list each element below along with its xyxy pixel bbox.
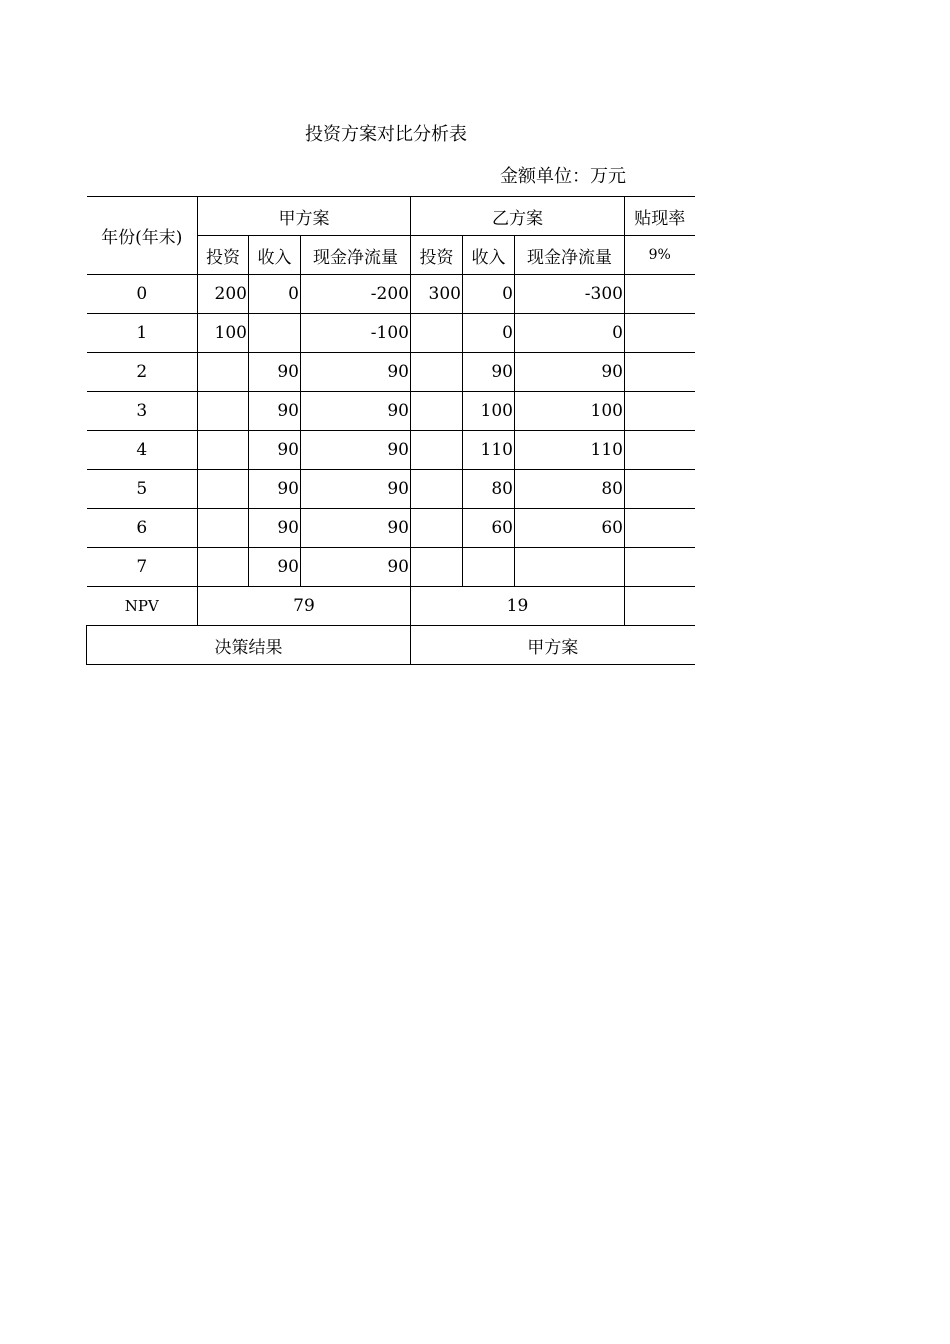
plan-b-income-cell: 0: [463, 314, 515, 353]
npv-plan-b: 19: [411, 587, 625, 626]
year-cell: 1: [87, 314, 198, 353]
table-row: [87, 431, 695, 470]
plan-b-header: 乙方案: [411, 197, 625, 236]
plan-b-net-cash-flow-cell: 60: [515, 509, 625, 548]
table-row: [87, 509, 695, 548]
plan-b-income-cell: 110: [463, 431, 515, 470]
plan-a-investment-cell: [198, 470, 249, 509]
discount-rate-cell: [625, 509, 695, 548]
plan-b-net-cash-flow-cell: 90: [515, 353, 625, 392]
discount-rate-cell: [625, 275, 695, 314]
discount-rate-value: 9%: [625, 236, 695, 275]
plan-b-net-cash-flow-cell: 80: [515, 470, 625, 509]
plan-b-investment-cell: [411, 353, 463, 392]
plan-a-net-cash-flow-cell: 90: [301, 509, 411, 548]
plan-b-investment-cell: [411, 431, 463, 470]
table-row: [87, 392, 695, 431]
discount-rate-cell: [625, 392, 695, 431]
year-cell: 4: [87, 431, 198, 470]
plan-a-income-cell: 0: [249, 275, 301, 314]
plan-a-income-cell: 90: [249, 353, 301, 392]
year-cell: 2: [87, 353, 198, 392]
plan-b-net-cash-flow-cell: [515, 548, 625, 587]
npv-plan-a: 79: [198, 587, 411, 626]
discount-rate-cell: [625, 548, 695, 587]
unit-label: 金额单位：万元: [500, 166, 626, 187]
plan-b-investment-cell: 300: [411, 275, 463, 314]
plan-a-net-cash-flow-cell: -200: [301, 275, 411, 314]
discount-rate-cell: [625, 470, 695, 509]
decision-row: [87, 626, 695, 665]
decision-value: 甲方案: [411, 626, 695, 665]
plan-a-investment-cell: [198, 431, 249, 470]
npv-label: NPV: [87, 587, 198, 626]
plan-a-investment-cell: 100: [198, 314, 249, 353]
header-row-1: [87, 197, 695, 236]
plan-a-income-header: 收入: [249, 236, 301, 275]
plan-b-income-header: 收入: [463, 236, 515, 275]
plan-b-income-cell: 100: [463, 392, 515, 431]
table-row: [87, 548, 695, 587]
plan-a-investment-cell: [198, 548, 249, 587]
plan-b-income-cell: 90: [463, 353, 515, 392]
plan-a-net-cash-flow-cell: 90: [301, 548, 411, 587]
plan-b-net-cash-flow-header: 现金净流量: [515, 236, 625, 275]
table-row: [87, 353, 695, 392]
plan-a-net-cash-flow-cell: 90: [301, 470, 411, 509]
year-header: 年份(年末): [87, 197, 198, 275]
plan-a-net-cash-flow-cell: 90: [301, 392, 411, 431]
plan-a-investment-header: 投资: [198, 236, 249, 275]
plan-b-net-cash-flow-cell: 110: [515, 431, 625, 470]
npv-rate-cell: [625, 587, 695, 626]
plan-a-net-cash-flow-cell: 90: [301, 353, 411, 392]
year-cell: 5: [87, 470, 198, 509]
plan-a-investment-cell: [198, 392, 249, 431]
decision-label: 决策结果: [87, 626, 411, 665]
plan-a-income-cell: [249, 314, 301, 353]
plan-b-investment-cell: [411, 509, 463, 548]
plan-b-net-cash-flow-cell: 100: [515, 392, 625, 431]
year-cell: 0: [87, 275, 198, 314]
plan-b-investment-header: 投资: [411, 236, 463, 275]
comparison-table: [86, 196, 695, 665]
year-cell: 3: [87, 392, 198, 431]
table-row: [87, 314, 695, 353]
plan-a-income-cell: 90: [249, 548, 301, 587]
plan-a-income-cell: 90: [249, 509, 301, 548]
plan-a-investment-cell: 200: [198, 275, 249, 314]
npv-row: [87, 587, 695, 626]
plan-a-investment-cell: [198, 353, 249, 392]
plan-b-net-cash-flow-cell: 0: [515, 314, 625, 353]
plan-b-investment-cell: [411, 470, 463, 509]
plan-b-income-cell: [463, 548, 515, 587]
year-cell: 7: [87, 548, 198, 587]
plan-a-net-cash-flow-header: 现金净流量: [301, 236, 411, 275]
plan-b-investment-cell: [411, 314, 463, 353]
plan-a-header: 甲方案: [198, 197, 411, 236]
plan-a-investment-cell: [198, 509, 249, 548]
discount-rate-cell: [625, 431, 695, 470]
plan-a-income-cell: 90: [249, 431, 301, 470]
discount-rate-cell: [625, 314, 695, 353]
table-row: [87, 470, 695, 509]
plan-a-net-cash-flow-cell: 90: [301, 431, 411, 470]
plan-b-net-cash-flow-cell: -300: [515, 275, 625, 314]
plan-a-net-cash-flow-cell: -100: [301, 314, 411, 353]
discount-rate-header: 贴现率: [625, 197, 695, 236]
table-body: [87, 197, 695, 665]
plan-b-investment-cell: [411, 392, 463, 431]
plan-b-income-cell: 60: [463, 509, 515, 548]
discount-rate-cell: [625, 353, 695, 392]
table-row: [87, 275, 695, 314]
plan-b-income-cell: 80: [463, 470, 515, 509]
plan-b-income-cell: 0: [463, 275, 515, 314]
plan-a-income-cell: 90: [249, 392, 301, 431]
year-cell: 6: [87, 509, 198, 548]
plan-a-income-cell: 90: [249, 470, 301, 509]
plan-b-investment-cell: [411, 548, 463, 587]
page-title: 投资方案对比分析表: [305, 124, 467, 145]
